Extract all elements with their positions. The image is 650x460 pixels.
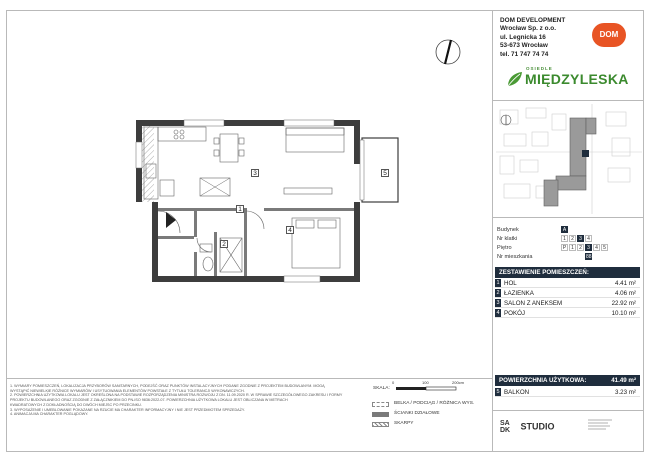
- developer-address: [500, 17, 565, 59]
- disclaimer-line: 1. WYMIARY POMIESZCZEŃ, LOKALIZACJA PRZYBORÓW SANITARNYCH, PODEJŚĆ ORAZ PUNKTÓW INSTALACYJNYCH PODANE ZGODNIE Z PROJEKTEM BUDOWLANYM. MOGĄ: [10, 384, 325, 388]
- floor-plan: [124, 112, 424, 372]
- room-area: 4.06 m²: [615, 290, 636, 297]
- room-row: [495, 289, 640, 298]
- legend-beam-swatch: [372, 402, 389, 407]
- studio-mark: SA DK: [500, 420, 511, 434]
- balcony-door: [360, 140, 364, 200]
- room-number: 3: [496, 300, 500, 306]
- room-row: [495, 299, 640, 308]
- footer-divider: [6, 378, 492, 379]
- door-swings: [158, 211, 264, 252]
- building-value: A: [562, 227, 567, 233]
- developer-company: Wrocław Sp. z o.o.: [500, 25, 556, 33]
- key-plan-flat-marker: [582, 150, 589, 157]
- entrance-arrow-icon: [166, 212, 176, 228]
- studio-divider: [492, 410, 644, 411]
- stair-label: Nr klatki: [497, 236, 518, 242]
- plan-room-number: 1: [236, 205, 244, 213]
- plan-room-number: 2: [220, 240, 228, 248]
- plan-room-number: 4: [286, 226, 294, 234]
- room-name: HOL: [504, 280, 517, 287]
- developer-city: 53-673 Wrocław: [500, 42, 548, 50]
- room-row: [495, 279, 640, 288]
- legend-partition-label: ŚCIANKI DZIAŁOWE: [394, 411, 440, 416]
- usable-area-value: 41.49 m²: [611, 377, 636, 384]
- stair-option-selected: 3: [577, 235, 584, 242]
- scale-tick-200: 200cm: [452, 380, 465, 385]
- floor-label: Piętro: [497, 245, 512, 251]
- legend-beam-label: BELKA / PODCIĄG / RÓŻNICA WYS.: [394, 401, 475, 406]
- plan-room-number: 3: [251, 169, 259, 177]
- room-name: POKÓJ: [504, 310, 525, 317]
- exterior-walls: [136, 120, 360, 282]
- disclaimer-line: 2. POWIERZCHNIA UŻYTKOWA LOKALU JEST OKREŚLONA NA PODSTAWIE ROZPORZĄDZENIA MINISTRA ROZWOJU Z DN. 11.09.2020 R. W SPRAWIE SZCZEGÓŁOWEGO ZAKRESU I FORMY: [10, 393, 343, 398]
- key-plan-building: [544, 118, 596, 206]
- developer-phone: tel. 71 747 74 74: [500, 50, 549, 58]
- keyplan-divider: [492, 217, 644, 218]
- floor-option: 1: [569, 244, 576, 251]
- disclaimer-notes: [10, 384, 360, 417]
- balcony-outline: [362, 138, 398, 202]
- column-divider: [492, 10, 493, 452]
- dom-logo: DOM: [592, 23, 626, 47]
- developer-street: ul. Legnicka 16: [500, 33, 546, 41]
- disclaimer-line: KWADRATOWYCH Z DOKŁADNOŚCIĄ DO DWÓCH MIEJSC PO PRZECINKU.: [10, 402, 142, 407]
- estate-name: MIĘDZYLESKA: [525, 71, 629, 87]
- bed: [292, 218, 340, 268]
- legend-partition-swatch: [372, 412, 389, 417]
- disclaimer-line: WYSTĄPIĆ NIEWIELKIE RÓŻNICE WYMIARÓW I USYTUOWANIA ELEMENTÓW POWSTAŁE Z TYTUŁU TOLERANCJI WYKONAWCZYCH.: [10, 388, 245, 393]
- studio-logo: [500, 420, 555, 434]
- scale-label: SKALA:: [373, 386, 390, 391]
- scale-bar: [396, 385, 476, 393]
- estate-leaf-icon: [506, 70, 524, 88]
- key-plan: [496, 104, 642, 214]
- room-name: SALON Z ANEKSEM: [504, 300, 563, 307]
- room-number: 2: [496, 290, 500, 296]
- floor-option: 2: [577, 244, 584, 251]
- studio-contact: [588, 418, 616, 431]
- scale-tick-100: 100: [422, 380, 429, 385]
- room-area: 10.10 m²: [611, 310, 636, 317]
- legend-slope-label: SKARPY: [394, 421, 414, 426]
- disclaimer-line: PROJEKTU BUDOWLANEGO ORAZ ZGODNIE Z ZAŁĄCZNIKIEM DO PN-ISO 9836:2022-07. POWIERZCHNIA UŻYTKOWA LOKALU JEST OBLICZANA W METRACH: [10, 398, 288, 403]
- estate-prefix: OSIEDLE: [526, 66, 553, 71]
- disclaimer-line: 3. WYPOSAŻENIE I UMEBLOWANIE POKAZANE NA RZUCIE MA CHARAKTER INFORMACYJNY I NIE JEST PRZEDMIOTEM SPRZEDAŻY.: [10, 407, 245, 412]
- logo-divider: [492, 100, 644, 101]
- plan-room-number: 5: [381, 169, 389, 177]
- windows: [136, 120, 334, 282]
- room-number: 1: [496, 280, 500, 286]
- tv-bench: [284, 188, 332, 194]
- balcony-number: 5: [496, 389, 500, 395]
- building-label: Budynek: [497, 227, 519, 233]
- legend-slope-swatch: [372, 422, 389, 427]
- scale-tick-0: 0: [392, 380, 395, 385]
- room-number: 4: [496, 310, 500, 316]
- sofa: [286, 128, 344, 152]
- floor-option: 5: [601, 244, 608, 251]
- flat-value: 88: [586, 254, 592, 260]
- balcony-name: BALKON: [504, 389, 530, 396]
- dining-table: [214, 134, 244, 162]
- stair-option: 2: [569, 235, 576, 242]
- rooms-header: ZESTAWIENIE POMIESZCZEŃ:: [495, 267, 640, 278]
- floor-option: P: [562, 245, 567, 251]
- studio-contact-lines: [588, 418, 616, 430]
- balcony-row: [495, 388, 640, 397]
- usable-area-label: POWIERZCHNIA UŻYTKOWA:: [499, 377, 587, 384]
- room-name: ŁAZIENKA: [504, 290, 534, 297]
- studio-name: STUDIO: [520, 421, 555, 432]
- stair-option: 1: [561, 235, 568, 242]
- floor-option: 4: [593, 244, 600, 251]
- disclaimer-line: 4. ANIMACJA MA CHARAKTER POGLĄDOWY.: [10, 412, 89, 417]
- north-arrow-icon: [433, 37, 463, 67]
- developer-name: DOM DEVELOPMENT: [500, 17, 566, 24]
- room-row: [495, 309, 640, 318]
- room-area: 4.41 m²: [615, 280, 636, 287]
- room-area: 22.92 m²: [611, 300, 636, 307]
- floor-option-selected: 3: [585, 244, 592, 251]
- key-plan-surroundings: [496, 104, 642, 214]
- balcony-area: 3.23 m²: [615, 389, 636, 396]
- usable-area-bar: [495, 375, 640, 386]
- stair-option: 4: [585, 235, 592, 242]
- flat-label: Nr mieszkania: [497, 254, 533, 260]
